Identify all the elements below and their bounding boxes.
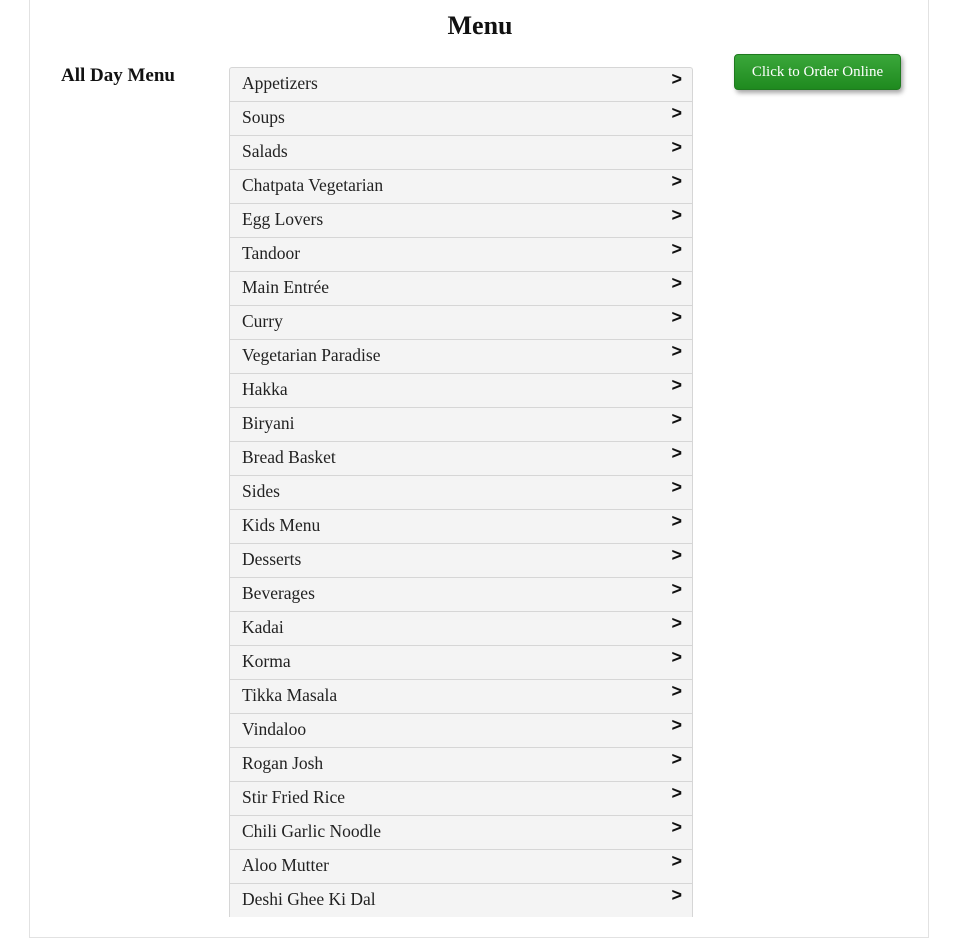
menu-category-item[interactable]: [229, 101, 693, 135]
menu-category-item[interactable]: [229, 713, 693, 747]
menu-category-label: Kadai: [242, 617, 284, 637]
chevron-right-icon: >: [671, 817, 682, 837]
menu-category-label: Main Entrée: [242, 277, 329, 297]
chevron-right-icon: >: [671, 409, 682, 429]
menu-category-item[interactable]: [229, 781, 693, 815]
menu-category-label: Tandoor: [242, 243, 301, 263]
chevron-right-icon: >: [671, 545, 682, 565]
chevron-right-icon: >: [671, 885, 682, 905]
menu-category-label: Chili Garlic Noodle: [242, 821, 382, 841]
menu-category-list: [229, 67, 693, 917]
menu-category-item[interactable]: [229, 407, 693, 441]
menu-category-label: Kids Menu: [242, 515, 321, 535]
chevron-right-icon: >: [671, 511, 682, 531]
menu-category-item[interactable]: [229, 543, 693, 577]
menu-category-item[interactable]: [229, 645, 693, 679]
menu-category-label: Salads: [242, 141, 288, 161]
chevron-right-icon: >: [671, 171, 682, 191]
menu-category-item[interactable]: [229, 169, 693, 203]
menu-category-item[interactable]: [229, 815, 693, 849]
chevron-right-icon: >: [671, 783, 682, 803]
menu-category-label: Deshi Ghee Ki Dal: [242, 889, 376, 909]
section-label-all-day-menu: All Day Menu: [61, 65, 175, 86]
chevron-right-icon: >: [671, 579, 682, 599]
menu-category-item[interactable]: [229, 441, 693, 475]
menu-category-item[interactable]: [229, 883, 693, 917]
chevron-right-icon: >: [671, 375, 682, 395]
menu-category-label: Vegetarian Paradise: [242, 345, 381, 365]
chevron-right-icon: >: [671, 749, 682, 769]
menu-category-label: Biryani: [242, 413, 295, 433]
menu-category-label: Tikka Masala: [242, 685, 338, 705]
menu-category-label: Soups: [242, 107, 285, 127]
menu-category-item[interactable]: [229, 373, 693, 407]
chevron-right-icon: >: [671, 69, 682, 89]
menu-category-label: Chatpata Vegetarian: [242, 175, 384, 195]
menu-category-label: Korma: [242, 651, 291, 671]
menu-category-label: Appetizers: [242, 73, 318, 93]
chevron-right-icon: >: [671, 681, 682, 701]
menu-category-item[interactable]: [229, 679, 693, 713]
menu-category-item[interactable]: [229, 577, 693, 611]
page-container: [29, 0, 929, 938]
menu-category-label: Stir Fried Rice: [242, 787, 346, 807]
order-online-button[interactable]: Click to Order Online: [734, 54, 901, 90]
menu-category-label: Curry: [242, 311, 283, 331]
chevron-right-icon: >: [671, 341, 682, 361]
menu-category-item[interactable]: [229, 475, 693, 509]
chevron-right-icon: >: [671, 477, 682, 497]
menu-category-label: Hakka: [242, 379, 288, 399]
menu-category-item[interactable]: [229, 67, 693, 101]
chevron-right-icon: >: [671, 647, 682, 667]
chevron-right-icon: >: [671, 613, 682, 633]
menu-category-label: Sides: [242, 481, 280, 501]
chevron-right-icon: >: [671, 239, 682, 259]
menu-category-item[interactable]: [229, 339, 693, 373]
menu-category-item[interactable]: [229, 747, 693, 781]
page-title: Menu: [447, 11, 513, 40]
chevron-right-icon: >: [671, 137, 682, 157]
menu-category-item[interactable]: [229, 237, 693, 271]
menu-category-item[interactable]: [229, 203, 693, 237]
chevron-right-icon: >: [671, 851, 682, 871]
chevron-right-icon: >: [671, 273, 682, 293]
menu-category-item[interactable]: [229, 849, 693, 883]
menu-category-item[interactable]: [229, 509, 693, 543]
chevron-right-icon: >: [671, 443, 682, 463]
menu-category-label: Aloo Mutter: [242, 855, 330, 875]
menu-category-item[interactable]: [229, 271, 693, 305]
menu-category-label: Egg Lovers: [242, 209, 324, 229]
menu-category-item[interactable]: [229, 305, 693, 339]
menu-category-item[interactable]: [229, 135, 693, 169]
chevron-right-icon: >: [671, 715, 682, 735]
menu-category-item[interactable]: [229, 611, 693, 645]
chevron-right-icon: >: [671, 205, 682, 225]
menu-category-label: Beverages: [242, 583, 315, 603]
menu-category-label: Rogan Josh: [242, 753, 324, 773]
menu-category-label: Vindaloo: [242, 719, 307, 739]
chevron-right-icon: >: [671, 103, 682, 123]
menu-category-label: Desserts: [242, 549, 302, 569]
menu-category-label: Bread Basket: [242, 447, 336, 467]
chevron-right-icon: >: [671, 307, 682, 327]
